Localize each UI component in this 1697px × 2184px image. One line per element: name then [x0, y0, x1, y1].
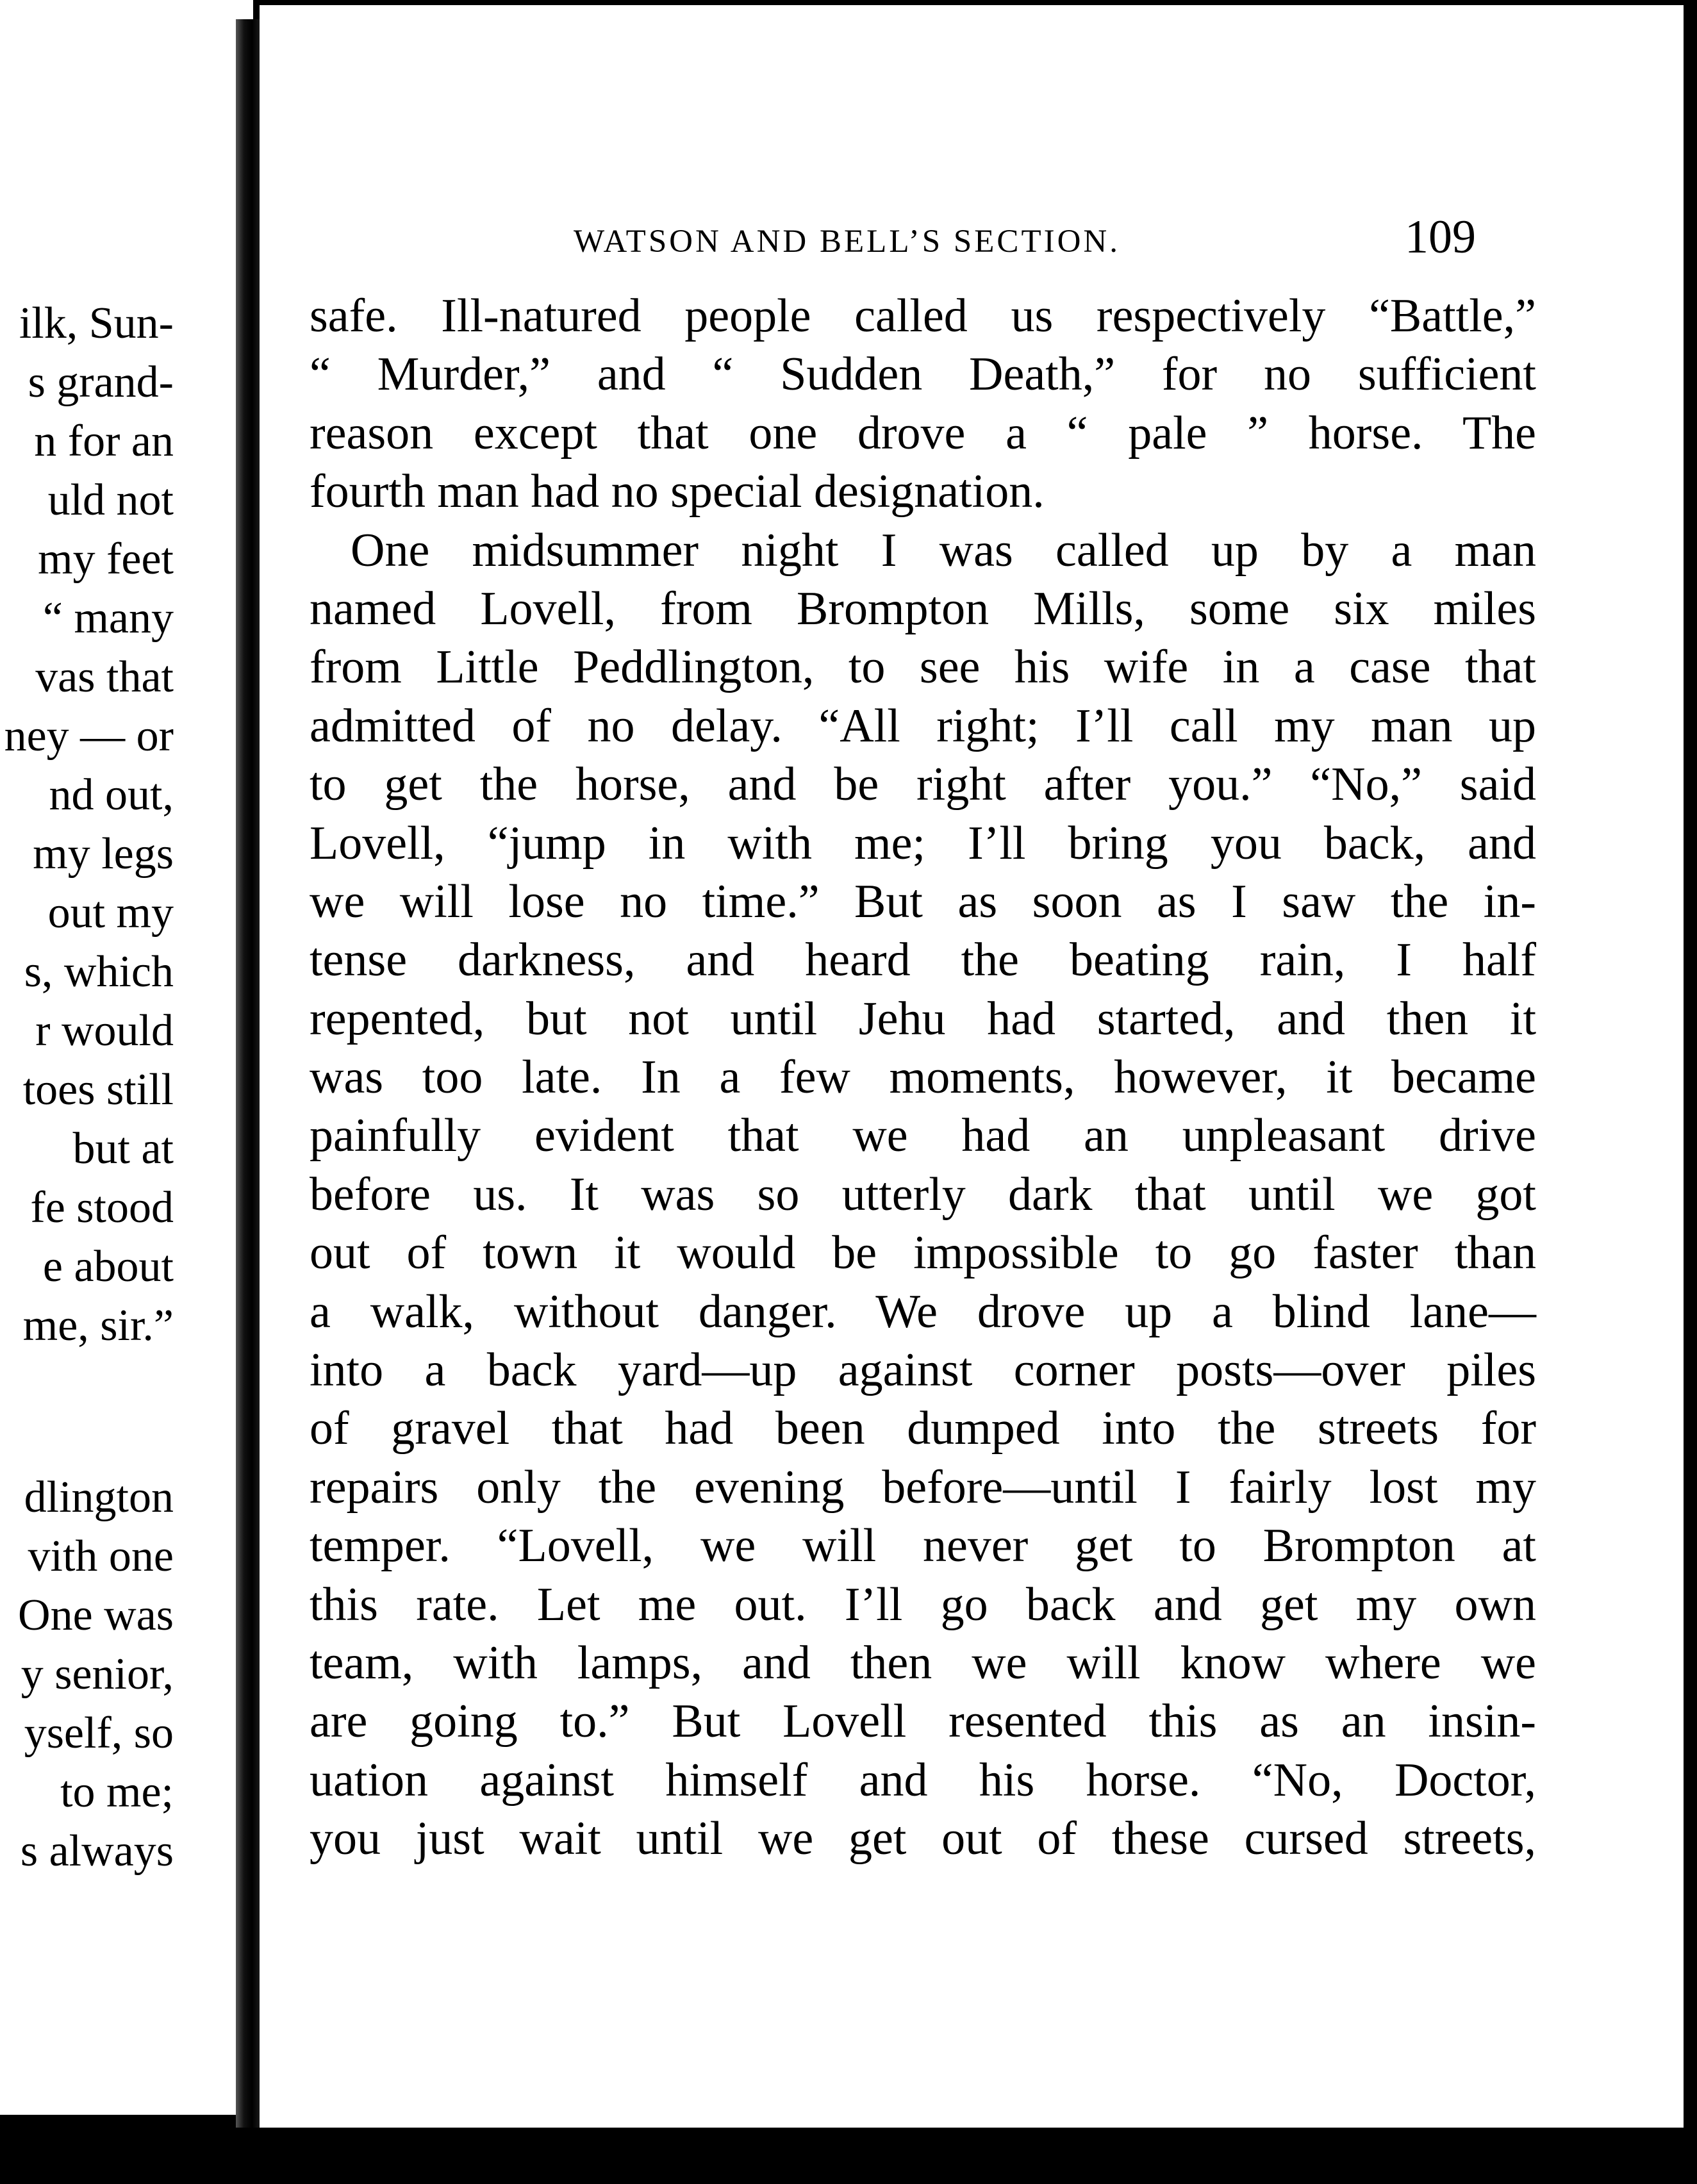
text-line: One midsummer night I was called up by a man [351, 524, 1536, 577]
text-line: temper. “Lovell, we will never get to Brompton at [310, 1519, 1536, 1573]
text-line: we will lose no time.” But as soon as I saw the in- [310, 875, 1536, 928]
facing-page-line: fe stood [30, 1183, 174, 1232]
facing-page-line: “ many [42, 593, 174, 643]
facing-page-line: s always [20, 1826, 174, 1876]
facing-page-line: my legs [33, 829, 174, 879]
facing-page-line: uld not [47, 476, 174, 525]
facing-page-line: to me; [60, 1767, 174, 1817]
facing-page-line: toes still [22, 1065, 174, 1114]
facing-page-line: vas that [35, 652, 174, 702]
facing-page-line: s, which [24, 947, 174, 997]
facing-page-line: One was [18, 1591, 174, 1640]
text-line: fourth man had no special designation. [310, 465, 1045, 518]
page-number: 109 [1405, 211, 1476, 263]
text-line: you just wait until we get out of these cursed streets, [310, 1812, 1536, 1866]
text-line: uation against himself and his horse. “No, Doctor, [310, 1753, 1536, 1807]
text-line: before us. It was so utterly dark that until we got [310, 1168, 1536, 1221]
facing-page-line: me, sir.” [22, 1301, 174, 1350]
facing-page-line: nd out, [49, 770, 174, 820]
text-line: Lovell, “jump in with me; I’ll bring you back, and [310, 816, 1536, 870]
facing-page-line: e about [42, 1242, 174, 1291]
text-line: out of town it would be impossible to go faster than [310, 1227, 1536, 1280]
facing-page-line: but at [72, 1124, 174, 1173]
text-line: named Lovell, from Brompton Mills, some six miles [310, 582, 1536, 635]
running-header: WATSON AND BELL’S SECTION. [574, 224, 1120, 260]
facing-page-line: r would [35, 1006, 174, 1055]
text-line: tense darkness, and heard the beating rain, I half [310, 934, 1536, 987]
facing-page-line: n for an [34, 417, 174, 466]
facing-page-line: my feet [38, 534, 174, 584]
facing-page-line: s grand- [28, 358, 174, 407]
text-line: to get the horse, and be right after you.” “No,” said [310, 758, 1536, 811]
text-line: a walk, without danger. We drove up a blind lane— [310, 1285, 1536, 1338]
book-spine-gutter [236, 19, 263, 2128]
text-line: repented, but not until Jehu had started, and then it [310, 992, 1536, 1045]
text-line: painfully evident that we had an unpleasant drive [310, 1109, 1536, 1162]
facing-page-line: ney — or [4, 711, 174, 761]
text-line: of gravel that had been dumped into the streets for [310, 1402, 1536, 1455]
text-line: reason except that one drove a “ pale ” horse. The [310, 406, 1536, 459]
facing-page-line: dlington [24, 1473, 174, 1522]
text-line: was too late. In a few moments, however, it became [310, 1051, 1536, 1104]
text-line: safe. Ill-natured people called us respectively “Battle,” [310, 290, 1536, 342]
text-line: repairs only the evening before—until I fairly lost my [310, 1460, 1536, 1514]
text-line: admitted of no delay. “All right; I’ll call my man up [310, 699, 1536, 752]
facing-page-line: y senior, [21, 1650, 174, 1699]
text-line: “ Murder,” and “ Sudden Death,” for no sufficient [310, 348, 1536, 401]
text-line: team, with lamps, and then we will know where we [310, 1636, 1536, 1689]
text-line: are going to.” But Lovell resented this as an insin- [310, 1695, 1536, 1748]
facing-page-line: ilk, Sun- [19, 299, 174, 348]
body-text [310, 287, 1536, 1869]
facing-page-line: yself, so [24, 1708, 174, 1758]
page-edge-mark [1688, 288, 1697, 300]
book-page [260, 5, 1684, 2128]
text-line: this rate. Let me out. I’ll go back and get my own [310, 1578, 1536, 1631]
facing-page-line: out my [47, 888, 174, 938]
text-line: into a back yard—up against corner posts—over piles [310, 1344, 1536, 1397]
facing-page-line: vith one [28, 1532, 174, 1581]
facing-page-fragment [0, 0, 253, 2115]
text-line: from Little Peddlington, to see his wife in a case that [310, 641, 1536, 694]
